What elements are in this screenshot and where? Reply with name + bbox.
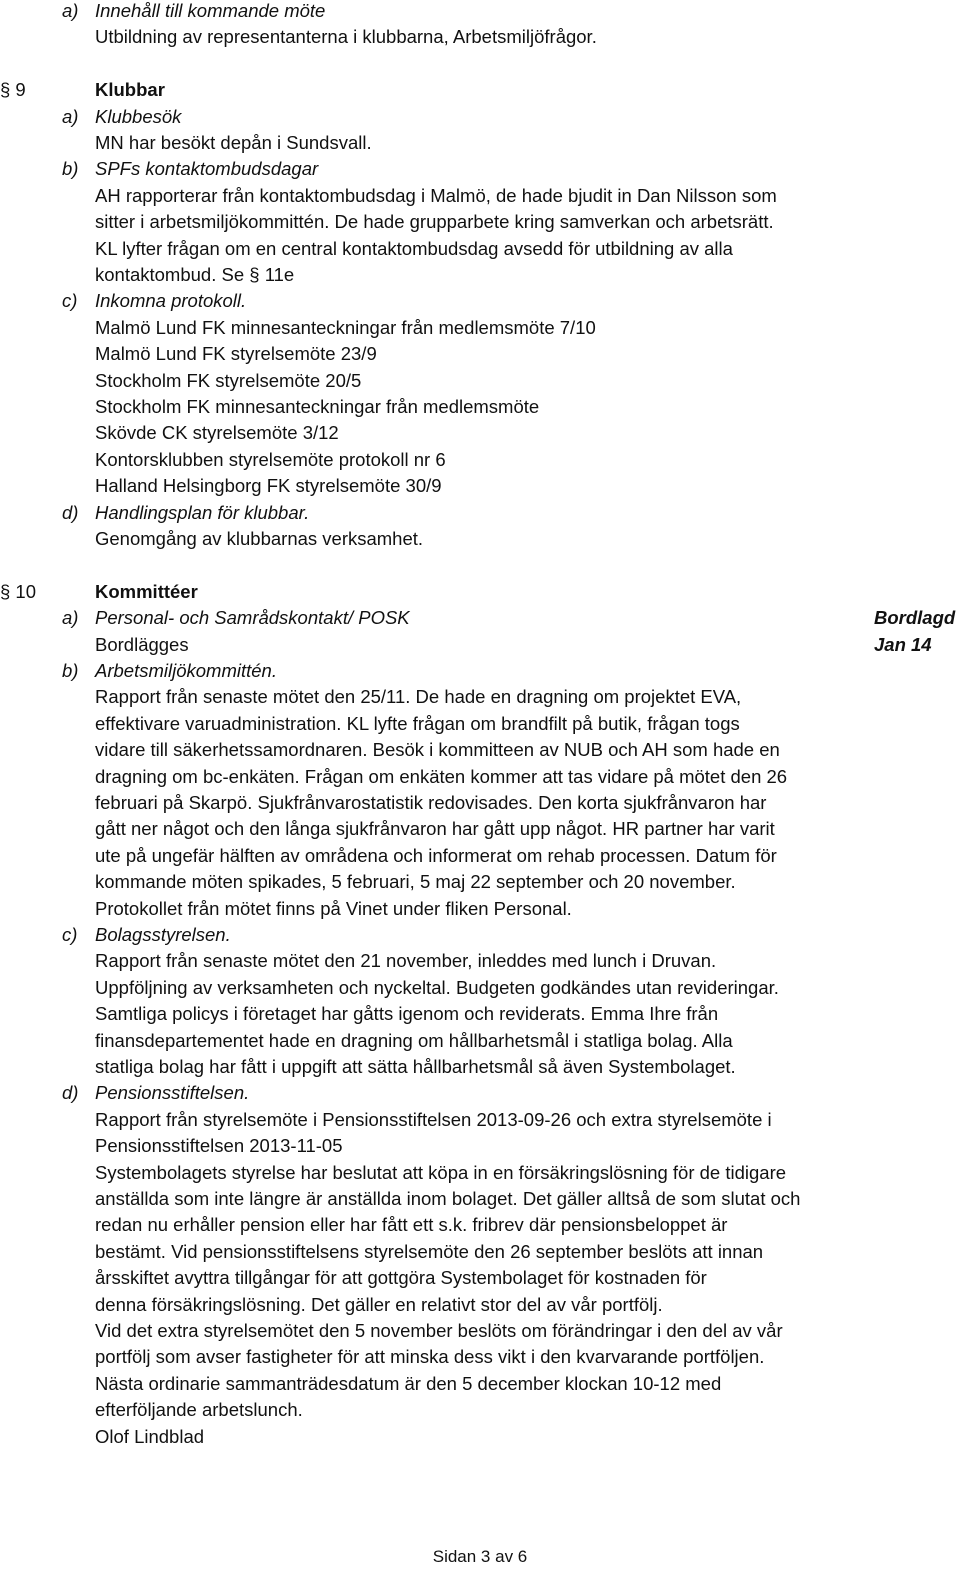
line-text: efterföljande arbetslunch.: [95, 1399, 303, 1421]
item-heading: Arbetsmiljökommittén.: [95, 660, 277, 681]
list-marker: b): [62, 660, 79, 681]
document-line: [0, 1239, 960, 1265]
list-marker: a): [62, 0, 79, 21]
line-text: Uppföljning av verksamheten och nyckeltal. Budgeten godkändes utan revideringar.: [95, 976, 779, 998]
section-number: § 10: [0, 580, 37, 602]
line-text: denna försäkringslösning. Det gäller en relativt stor del av vår portfölj.: [95, 1293, 663, 1315]
list-marker: c): [62, 290, 78, 312]
document-line: [0, 896, 960, 922]
document-line: [0, 24, 960, 50]
document-line: [0, 104, 960, 130]
document-line: [0, 368, 960, 394]
line-text: KL lyfter frågan om en central kontaktombudsdag avsedd för utbildning av alla: [95, 237, 733, 259]
line-text: portfölj som avser fastigheter för att minska dess vikt i den kvarvarande portföljen.: [95, 1346, 765, 1368]
document-line: [0, 526, 960, 552]
list-marker: a): [62, 607, 79, 629]
document-line: [0, 579, 960, 605]
section-number: § 9: [0, 79, 26, 101]
line-text: Malmö Lund FK minnesanteckningar från medlemsmöte 7/10: [95, 316, 596, 338]
line-text: kontaktombud. Se § 11e: [95, 264, 295, 285]
document-line: [0, 130, 960, 156]
document-line: [0, 0, 960, 24]
side-note: Jan 14: [874, 633, 932, 655]
line-text: kommande möten spikades, 5 februari, 5 maj 22 september och 20 november.: [95, 871, 736, 893]
line-text: Pensionsstiftelsen 2013-11-05: [95, 1135, 343, 1157]
document-line: [0, 1397, 960, 1423]
list-marker: d): [62, 1082, 79, 1104]
document-line: [0, 500, 960, 526]
line-text: Malmö Lund FK styrelsemöte 23/9: [95, 343, 377, 365]
document-line: [0, 1186, 960, 1212]
document-line: [0, 1001, 960, 1027]
side-note: Bordlagd: [874, 607, 956, 629]
line-text: Skövde CK styrelsemöte 3/12: [95, 422, 339, 444]
document-line: [0, 975, 960, 1001]
line-text: effektivare varuadministration. KL lyfte frågan om brandfilt på butik, frågan togs: [95, 712, 740, 734]
line-text: MN har besökt depån i Sundsvall.: [95, 132, 372, 153]
line-text: Utbildning av representanterna i klubbarna, Arbetsmiljöfrågor.: [95, 26, 597, 48]
item-heading: Pensionsstiftelsen.: [95, 1082, 250, 1104]
document-line: [0, 183, 960, 209]
line-text: ute på ungefär hälften av områdena och informerat om rehab processen. Datum för: [95, 844, 777, 866]
document-line: [0, 1160, 960, 1186]
document-line: [0, 473, 960, 499]
document-line: [0, 764, 960, 790]
document-line: [0, 394, 960, 420]
line-text: redan nu erhåller pension eller har fått ett s.k. fribrev där pensionsbeloppet är: [95, 1214, 728, 1236]
line-text: Kontorsklubben styrelsemöte protokoll nr 6: [95, 448, 446, 470]
list-marker: b): [62, 158, 79, 180]
line-text: februari på Skarpö. Sjukfrånvarostatistik redovisades. Den korta sjukfrånvaron har: [95, 792, 767, 813]
line-text: Stockholm FK minnesanteckningar från medlemsmöte: [95, 396, 540, 417]
item-heading: Handlingsplan för klubbar.: [95, 501, 310, 523]
line-text: vidare till säkerhetssamordnaren. Besök i kommitteen av NUB och AH som hade en: [95, 739, 780, 761]
document-line: [0, 869, 960, 895]
list-marker: d): [62, 501, 79, 523]
document-line: [0, 209, 960, 235]
document-line: [0, 288, 960, 314]
line-text: Halland Helsingborg FK styrelsemöte 30/9: [95, 475, 442, 497]
document-line: [0, 658, 960, 684]
document-line: [0, 684, 960, 710]
document-line: [0, 447, 960, 473]
line-text: AH rapporterar från kontaktombudsdag i Malmö, de hade bjudit in Dan Nilsson som: [95, 184, 777, 206]
page-footer: Sidan 3 av 6: [432, 1547, 528, 1566]
line-text: dragning om bc-enkäten. Frågan om enkäten kommer att tas vidare på mötet den 26: [95, 765, 788, 787]
document-line: [0, 1028, 960, 1054]
item-heading: SPFs kontaktombudsdagar: [95, 158, 319, 180]
document-line: [0, 1292, 960, 1318]
list-marker: a): [62, 105, 79, 127]
document-line: [0, 816, 960, 842]
document-line: [0, 843, 960, 869]
section-heading: Klubbar: [95, 79, 165, 101]
document-line: [0, 1080, 960, 1106]
line-text: bestämt. Vid pensionsstiftelsens styrelsemöte den 26 september beslöts att innan: [95, 1240, 764, 1262]
document-line: [0, 315, 960, 341]
line-text: anställda som inte längre är anställda inom bolaget. Det gäller alltså de som slutat och: [95, 1188, 801, 1209]
item-heading: Inkomna protokoll.: [95, 290, 247, 312]
document-line: [0, 1054, 960, 1080]
document-line: [0, 236, 960, 262]
item-heading: Personal- och Samrådskontakt/ POSK: [95, 607, 410, 629]
document-line: [0, 790, 960, 816]
line-text: Systembolagets styrelse har beslutat att köpa in en försäkringslösning för de tidigare: [95, 1161, 787, 1183]
document-line: [0, 1107, 960, 1133]
line-text: Vid det extra styrelsemötet den 5 november beslöts om förändringar i den del av vår: [95, 1320, 783, 1341]
line-text: Bordlägges: [95, 633, 189, 655]
line-text: Rapport från senaste mötet den 25/11. De hade en dragning om projektet EVA,: [95, 686, 742, 708]
document-line: [0, 737, 960, 763]
document-line: [0, 1212, 960, 1238]
line-text: finansdepartementet hade en dragning om hållbarhetsmål i statliga bolag. Alla: [95, 1029, 733, 1051]
document-line: [0, 632, 960, 658]
line-text: Rapport från styrelsemöte i Pensionsstiftelsen 2013-09-26 och extra styrelsemöte i: [95, 1108, 772, 1130]
line-text: Stockholm FK styrelsemöte 20/5: [95, 369, 362, 391]
document-line: [0, 1133, 960, 1159]
line-text: Olof Lindblad: [95, 1425, 205, 1447]
item-heading: Klubbesök: [95, 105, 182, 127]
document-line: [0, 1424, 960, 1450]
line-text: sitter i arbetsmiljökommittén. De hade grupparbete kring samverkan och arbetsrätt.: [95, 211, 774, 233]
document-line: [0, 1371, 960, 1397]
line-text: årsskiftet avyttra tillgångar för att gottgöra Systembolaget för kostnaden för: [95, 1267, 707, 1289]
document-line: [0, 1344, 960, 1370]
document-line: [0, 711, 960, 737]
document-line: [0, 948, 960, 974]
document-line: [0, 77, 960, 103]
document-line: [0, 922, 960, 948]
document-line: [0, 420, 960, 446]
document-line: [0, 605, 960, 631]
line-text: Genomgång av klubbarnas verksamhet.: [95, 528, 424, 549]
document-line: [0, 1265, 960, 1291]
line-text: Samtliga policys i företaget har gåtts igenom och reviderats. Emma Ihre från: [95, 1003, 719, 1025]
document-line: [0, 156, 960, 182]
line-text: Protokollet från mötet finns på Vinet under fliken Personal.: [95, 897, 572, 919]
document-line: [0, 341, 960, 367]
line-text: gått ner något och den långa sjukfrånvaron har gått upp något. HR partner har varit: [95, 818, 775, 840]
item-heading: Innehåll till kommande möte: [95, 0, 326, 21]
list-marker: c): [62, 924, 78, 945]
line-text: statliga bolag har fått i uppgift att sätta hållbarhetsmål så även Systembolaget.: [95, 1056, 736, 1077]
line-text: Nästa ordinarie sammanträdesdatum är den 5 december klockan 10-12 med: [95, 1372, 722, 1394]
document-line: [0, 262, 960, 288]
line-text: Rapport från senaste mötet den 21 november, inleddes med lunch i Druvan.: [95, 950, 717, 972]
document-line: [0, 1318, 960, 1344]
item-heading: Bolagsstyrelsen.: [95, 924, 231, 945]
section-heading: Kommittéer: [95, 580, 198, 602]
